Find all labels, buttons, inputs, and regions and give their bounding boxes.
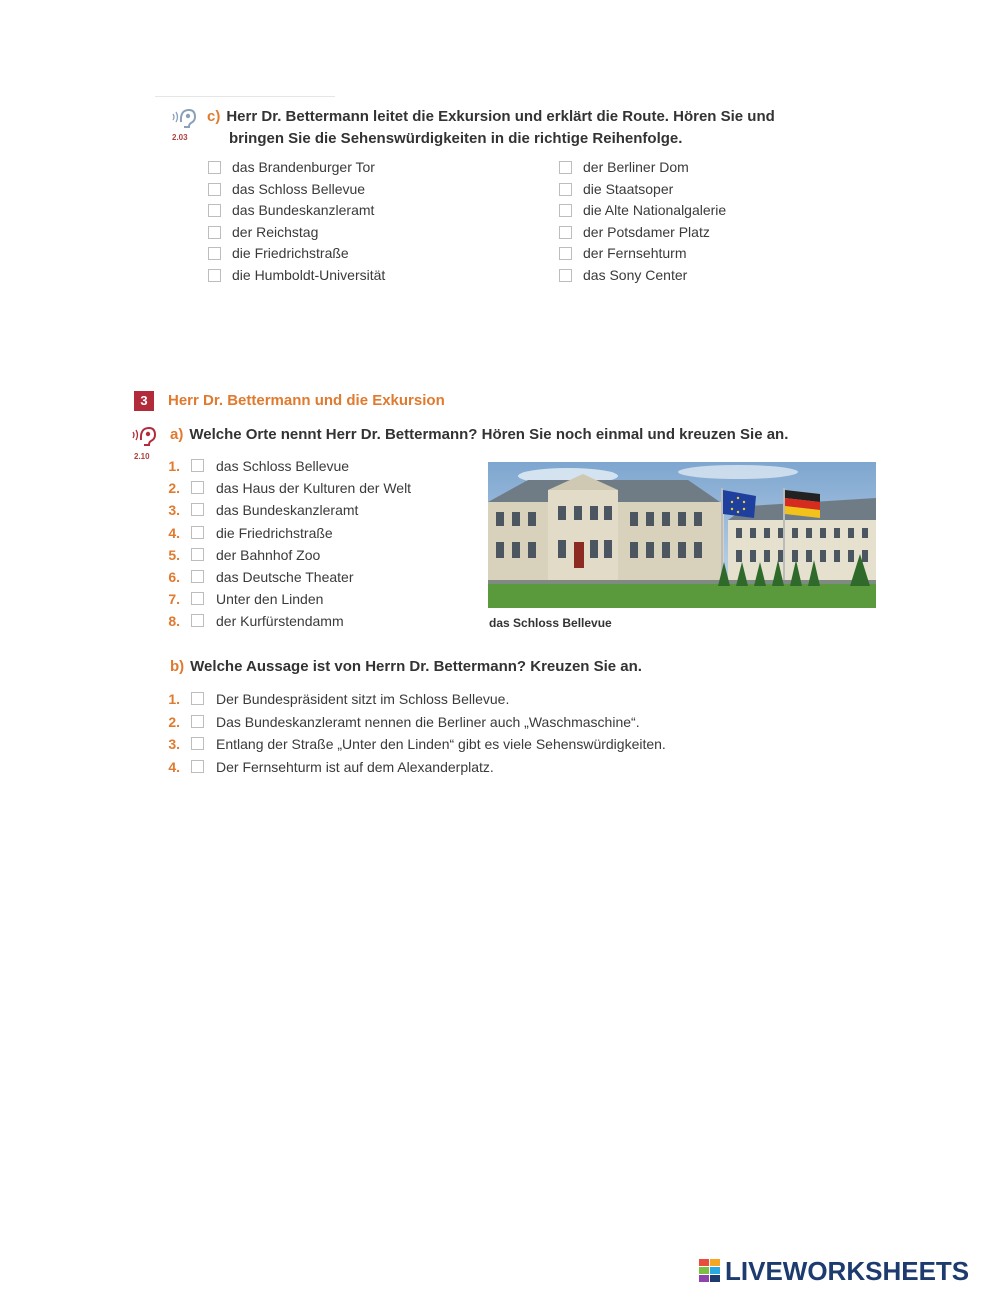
track-number: 2.10 [134, 452, 150, 461]
list-item: das Brandenburger Tor [232, 159, 375, 175]
checkbox[interactable] [208, 269, 221, 282]
checkbox[interactable] [191, 614, 204, 627]
task-b-text: Welche Aussage ist von Herrn Dr. Bettermann? Kreuzen Sie an. [190, 658, 642, 675]
checkbox[interactable] [559, 247, 572, 260]
checkbox[interactable] [208, 161, 221, 174]
photo-caption: das Schloss Bellevue [489, 616, 612, 630]
section-title: Herr Dr. Bettermann und die Exkursion [168, 392, 445, 409]
item-number: 6. [168, 569, 180, 585]
list-item: die Humboldt-Universität [232, 266, 386, 283]
task-c-letter: c) [207, 108, 221, 125]
liveworksheets-logo-icon [699, 1259, 721, 1283]
list-item: das Sony Center [583, 266, 688, 283]
checkbox[interactable] [559, 269, 572, 282]
list-item: Unter den Linden [216, 591, 324, 608]
checkbox[interactable] [559, 226, 572, 239]
item-number: 1. [168, 458, 180, 474]
list-item: der Bahnhof Zoo [216, 546, 321, 563]
list-item: die Friedrichstraße [232, 245, 349, 261]
list-item: die Friedrichstraße [216, 524, 333, 541]
list-item: das Deutsche Theater [216, 569, 354, 585]
item-number: 2. [168, 480, 180, 497]
task-c-heading-line2: bringen Sie die Sehenswürdigkeiten in die richtige Reihenfolge. [229, 130, 683, 147]
item-number: 1. [168, 691, 180, 707]
list-item: das Haus der Kulturen der Welt [216, 480, 412, 497]
task-a-letter: a) [170, 426, 184, 443]
list-item: das Schloss Bellevue [232, 180, 366, 197]
checkbox[interactable] [191, 570, 204, 583]
checkbox[interactable] [191, 760, 204, 773]
item-number: 8. [168, 613, 180, 630]
list-item: der Kurfürstendamm [216, 613, 344, 630]
list-item: die Alte Nationalgalerie [583, 202, 727, 218]
liveworksheets-logo[interactable] [699, 1256, 969, 1286]
audio-ear-icon[interactable] [170, 106, 196, 128]
checkbox[interactable] [191, 526, 204, 539]
checkbox[interactable] [208, 204, 221, 217]
checkbox[interactable] [191, 459, 204, 472]
list-item: Das Bundeskanzleramt nennen die Berliner auch „Waschmaschine“. [216, 713, 640, 730]
section-number-badge: 3 [134, 391, 154, 411]
checkbox[interactable] [191, 592, 204, 605]
checkbox[interactable] [208, 183, 221, 196]
liveworksheets-brand: LIVEWORKSHEETS [725, 1255, 970, 1286]
checkbox[interactable] [191, 692, 204, 705]
track-number: 2.03 [172, 133, 188, 142]
task-c-heading-line1 [207, 106, 775, 128]
list-item: das Bundeskanzleramt [232, 202, 375, 218]
checkbox[interactable] [191, 481, 204, 494]
list-item: die Staatsoper [583, 180, 674, 197]
checkbox[interactable] [208, 247, 221, 260]
task-a-heading [170, 424, 788, 446]
list-item: der Fernsehturm [583, 245, 687, 261]
audio-ear-icon[interactable] [130, 424, 156, 446]
checkbox[interactable] [191, 715, 204, 728]
checkbox[interactable] [191, 737, 204, 750]
schloss-bellevue-photo [488, 462, 876, 608]
item-number: 3. [168, 736, 180, 752]
list-item: Der Bundespräsident sitzt im Schloss Bellevue. [216, 691, 510, 707]
item-number: 4. [168, 524, 180, 541]
list-item: das Bundeskanzleramt [216, 502, 359, 519]
checkbox[interactable] [191, 503, 204, 516]
task-c-text-1: Herr Dr. Bettermann leitet die Exkursion und erklärt die Route. Hören Sie und [226, 108, 775, 125]
list-item: das Schloss Bellevue [216, 458, 350, 474]
checkbox[interactable] [208, 226, 221, 239]
list-item: der Potsdamer Platz [583, 223, 710, 240]
item-number: 3. [168, 502, 180, 519]
item-number: 4. [168, 758, 180, 775]
item-number: 2. [168, 713, 180, 730]
top-divider [155, 96, 335, 97]
task-b-heading [170, 656, 642, 678]
checkbox[interactable] [559, 204, 572, 217]
list-item: Der Fernsehturm ist auf dem Alexanderplatz. [216, 758, 494, 775]
task-a-text: Welche Orte nennt Herr Dr. Bettermann? Hören Sie noch einmal und kreuzen Sie an. [189, 426, 789, 443]
checkbox[interactable] [559, 183, 572, 196]
list-item: Entlang der Straße „Unter den Linden“ gibt es viele Sehenswürdigkeiten. [216, 736, 666, 752]
list-item: der Reichstag [232, 223, 319, 240]
item-number: 5. [168, 546, 180, 563]
checkbox[interactable] [191, 548, 204, 561]
item-number: 7. [168, 591, 180, 608]
task-b-letter: b) [170, 658, 185, 675]
list-item: der Berliner Dom [583, 159, 689, 175]
checkbox[interactable] [559, 161, 572, 174]
